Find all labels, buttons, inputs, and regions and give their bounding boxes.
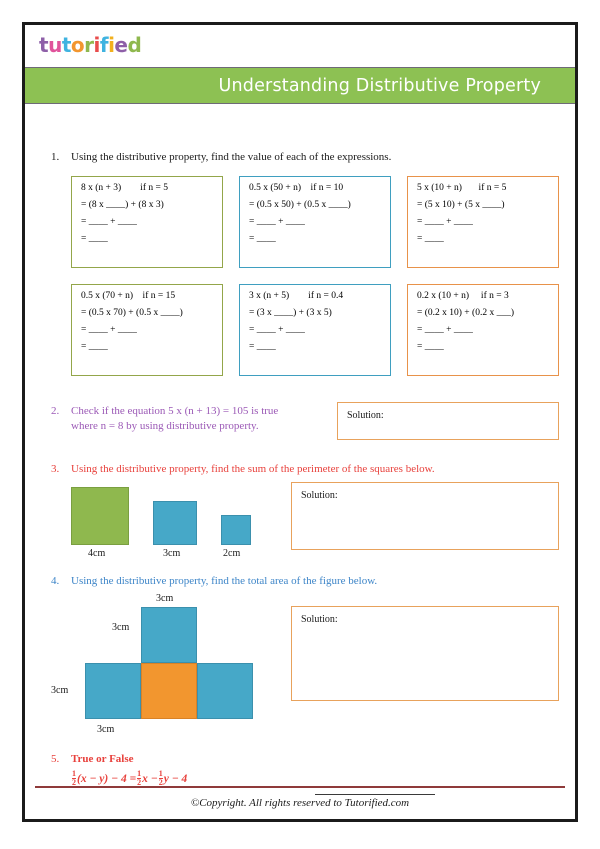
question-3-text: Using the distributive property, find the sum of the perimeter of the squares below.: [71, 463, 435, 475]
fraction-half-2: $\frac{1}{2}$: [137, 768, 142, 788]
page-title: Understanding Distributive Property: [218, 75, 541, 96]
logo-letter-5: i: [93, 33, 100, 57]
box-4-row-3: = ____ + ____: [81, 325, 137, 335]
label-figure-left: 3cm: [51, 685, 69, 696]
answer-blank-q5[interactable]: [315, 794, 435, 795]
label-figure-bottom: 3cm: [97, 724, 115, 735]
solution-label-q4: Solution:: [301, 614, 338, 625]
logo-letter-7: i: [108, 33, 115, 57]
solution-box-q2[interactable]: [337, 402, 559, 440]
question-2-number: 2.: [51, 405, 60, 417]
question-3-number: 3.: [51, 463, 60, 475]
box-1-row-1: 8 x (n + 3) if n = 5: [81, 183, 168, 193]
question-1-text: Using the distributive property, find the value of each of the expressions.: [71, 151, 392, 163]
figure-square-right: [197, 663, 253, 719]
square-3cm: [153, 501, 197, 545]
equation-lhs-tail: (x − y) − 4 =: [77, 772, 137, 785]
box-2-row-2: = (0.5 x 50) + (0.5 x ____): [249, 200, 351, 210]
box-3-row-4: = ____: [417, 234, 444, 244]
box-4-row-2: = (0.5 x 70) + (0.5 x ____): [81, 308, 183, 318]
question-3: [51, 462, 551, 477]
question-5-text: [71, 752, 351, 788]
box-1-row-4: = ____: [81, 234, 108, 244]
figure-square-center: [141, 663, 197, 719]
page-header: [25, 25, 575, 67]
question-5: [51, 752, 351, 788]
question-4-number: 4.: [51, 575, 60, 587]
box-1-row-3: = ____ + ____: [81, 217, 137, 227]
label-square-3cm: 3cm: [163, 548, 181, 559]
question-5-equation: [71, 770, 351, 788]
copyright-footer: ©Copyright. All rights reserved to Tutorified.com: [190, 797, 410, 809]
logo-letter-8: e: [114, 33, 128, 57]
equation-rhs-y: y − 4: [163, 772, 188, 785]
question-4: [51, 574, 551, 589]
box-6-row-4: = ____: [417, 342, 444, 352]
expression-box-2[interactable]: [239, 176, 391, 268]
fraction-half-1: $\frac{1}{2}$: [72, 768, 76, 788]
logo-letter-9: d: [127, 33, 142, 57]
solution-box-q3[interactable]: [291, 482, 559, 550]
box-4-row-1: 0.5 x (70 + n) if n = 15: [81, 291, 176, 301]
expression-box-5[interactable]: [239, 284, 391, 376]
box-5-row-2: = (3 x ____) + (3 x 5): [249, 308, 332, 318]
question-2: [51, 404, 331, 434]
box-2-row-1: 0.5 x (50 + n) if n = 10: [249, 183, 344, 193]
expression-box-1[interactable]: [71, 176, 223, 268]
question-1-number: 1.: [51, 151, 60, 163]
label-figure-top: 3cm: [156, 593, 174, 604]
expression-box-4[interactable]: [71, 284, 223, 376]
box-1-row-2: = (8 x ____) + (8 x 3): [81, 200, 164, 210]
logo-letter-4: r: [84, 33, 94, 57]
box-3-row-3: = ____ + ____: [417, 217, 473, 227]
box-5-row-1: 3 x (n + 5) if n = 0.4: [249, 291, 344, 301]
solution-label-q2: Solution:: [347, 410, 384, 421]
logo-letter-6: f: [99, 33, 109, 57]
box-6-row-1: 0.2 x (10 + n) if n = 3: [417, 291, 509, 301]
figure-square-top: [141, 607, 197, 663]
worksheet-page: [22, 22, 578, 822]
figure-square-left: [85, 663, 141, 719]
question-5-number: 5.: [51, 753, 60, 765]
solution-label-q3: Solution:: [301, 490, 338, 501]
question-2-text: [71, 404, 331, 434]
box-2-row-3: = ____ + ____: [249, 217, 305, 227]
square-2cm: [221, 515, 251, 545]
expression-box-6[interactable]: [407, 284, 559, 376]
label-square-4cm: 4cm: [88, 548, 106, 559]
label-square-2cm: 2cm: [223, 548, 241, 559]
box-2-row-4: = ____: [249, 234, 276, 244]
question-4-text: Using the distributive property, find the total area of the figure below.: [71, 575, 378, 587]
box-6-row-2: = (0.2 x 10) + (0.2 x ___): [417, 308, 514, 318]
logo-letter-1: u: [48, 33, 62, 57]
question-2-line-1: Check if the equation 5 x (n + 13) = 105 is true: [71, 405, 279, 417]
box-4-row-4: = ____: [81, 342, 108, 352]
square-4cm: [71, 487, 129, 545]
title-banner: [25, 67, 575, 104]
box-5-row-3: = ____ + ____: [249, 325, 305, 335]
label-figure-top-side: 3cm: [112, 622, 130, 633]
logo-letter-2: t: [61, 33, 71, 57]
equation-rhs-x: x −: [142, 772, 158, 785]
question-2-line-2: where n = 8 by using distributive property.: [71, 419, 259, 432]
box-3-row-1: 5 x (10 + n) if n = 5: [417, 183, 507, 193]
footer-divider: [35, 786, 565, 788]
solution-box-q4[interactable]: [291, 606, 559, 701]
box-6-row-3: = ____ + ____: [417, 325, 473, 335]
box-5-row-4: = ____: [249, 342, 276, 352]
question-1: [51, 150, 551, 165]
tutorified-logo: [39, 35, 141, 55]
question-5-prompt: True or False: [71, 753, 134, 765]
logo-letter-0: t: [39, 33, 49, 57]
box-3-row-2: = (5 x 10) + (5 x ____): [417, 200, 505, 210]
expression-box-3[interactable]: [407, 176, 559, 268]
logo-letter-3: o: [70, 33, 85, 57]
fraction-half-3: $\frac{1}{2}$: [158, 768, 163, 788]
